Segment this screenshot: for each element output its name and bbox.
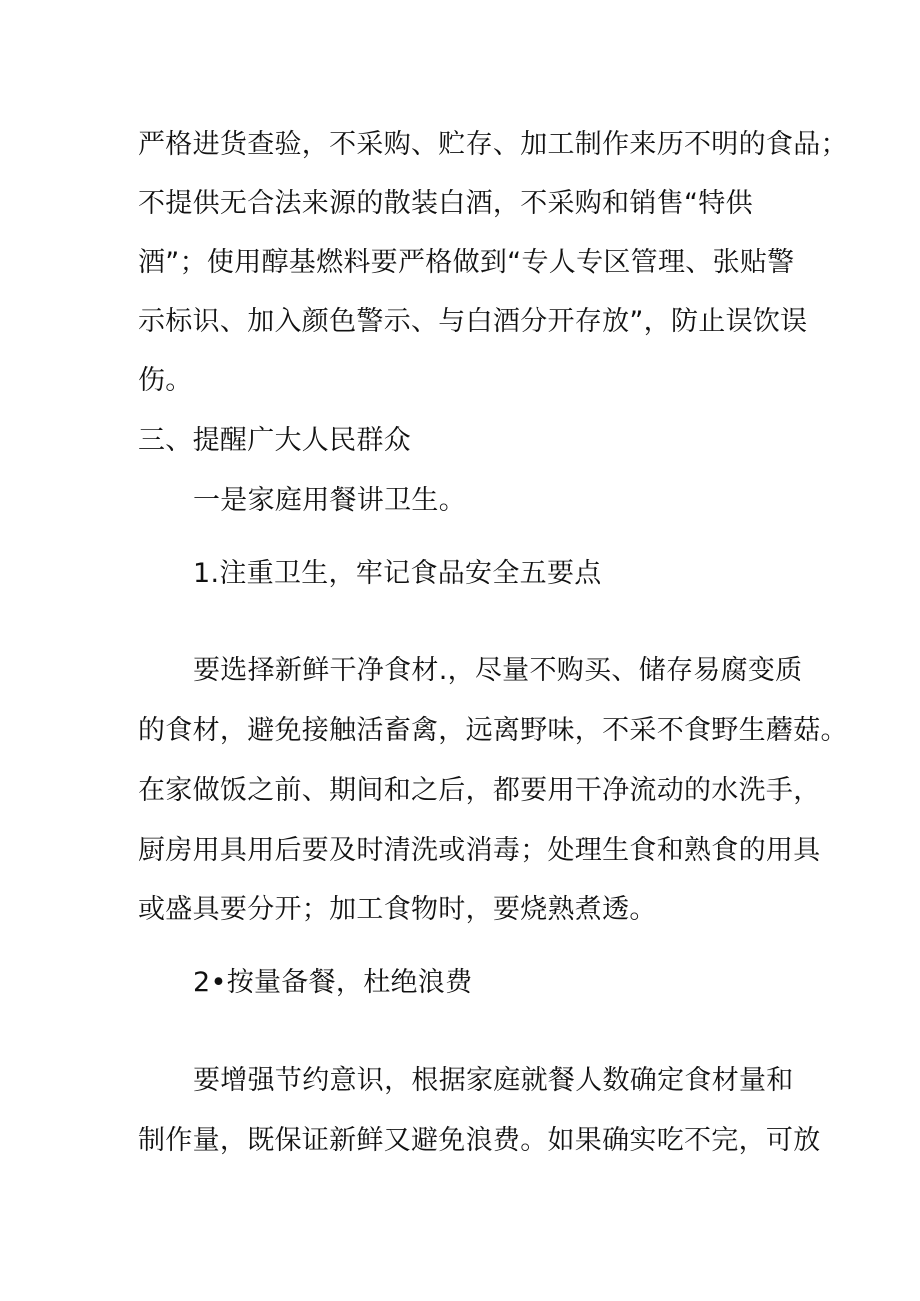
- paragraph-line: 要增强节约意识，根据家庭就餐人数确定食材量和: [193, 1065, 794, 1096]
- item-heading: 1.注重卫生，牢记食品安全五要点: [193, 558, 602, 589]
- paragraph-line: 制作量，既保证新鲜又避免浪费。如果确实吃不完，可放: [138, 1125, 821, 1156]
- paragraph-line: 不提供无合法来源的散装白酒，不采购和销售“特供: [138, 188, 753, 219]
- paragraph-line: 示标识、加入颜色警示、与白酒分开存放”，防止误饮误: [138, 306, 808, 337]
- subsection-heading: 一是家庭用餐讲卫生。: [193, 485, 466, 516]
- section-heading: 三、提醒广大人民群众: [138, 425, 411, 456]
- paragraph-line: 的食材，避免接触活畜禽，远离野味，不采不食野生蘑菇。: [138, 715, 848, 746]
- item-heading: 2•按量备餐，杜绝浪费: [193, 967, 473, 998]
- paragraph-line: 伤。: [138, 365, 193, 396]
- paragraph-line: 要选择新鲜干净食材.，尽量不购买、储存易腐变质: [193, 655, 803, 686]
- paragraph-line: 酒”；使用醇基燃料要严格做到“专人专区管理、张贴警: [138, 247, 795, 278]
- paragraph-line: 或盛具要分开；加工食物时，要烧熟煮透。: [138, 894, 657, 925]
- paragraph-line: 在家做饭之前、期间和之后，都要用干净流动的水洗手，: [138, 775, 821, 806]
- paragraph-line: 厨房用具用后要及时清洗或消毒；处理生食和熟食的用具: [138, 835, 821, 866]
- paragraph-line: 严格进货查验，不采购、贮存、加工制作来历不明的食品；: [138, 129, 848, 160]
